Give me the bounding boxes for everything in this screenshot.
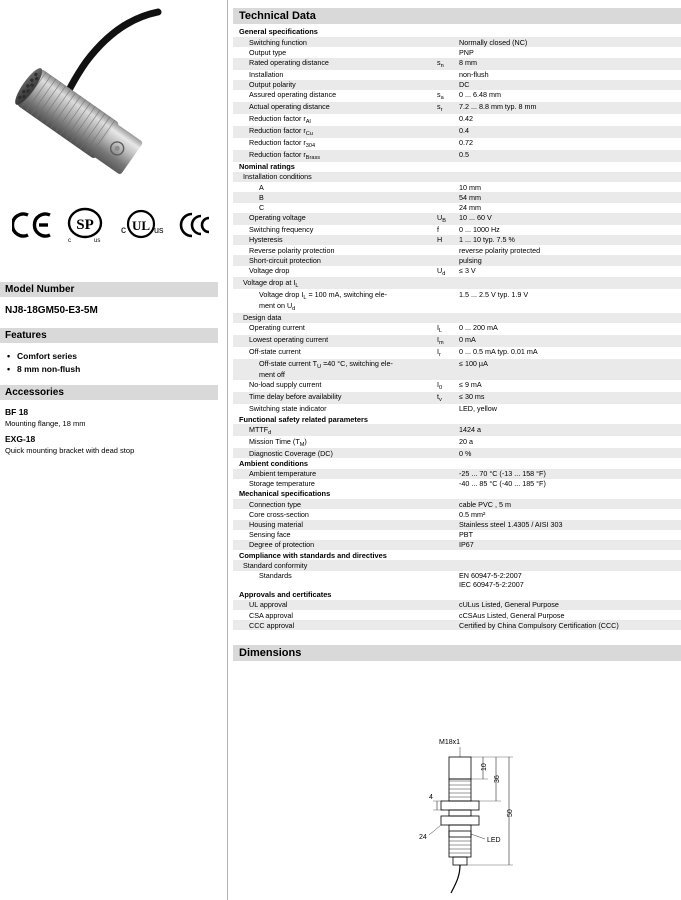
spec-label: Lowest operating current: [249, 335, 329, 345]
spec-row: [233, 289, 681, 312]
spec-value: 54 mm: [459, 192, 481, 202]
spec-symbol: [437, 359, 459, 380]
spec-row: [233, 70, 681, 80]
spec-symbol: [437, 560, 459, 570]
spec-row: [233, 540, 681, 550]
spec-group-label: Compliance with standards and directives: [239, 550, 387, 560]
spec-symbol: [437, 620, 459, 630]
spec-group-label: Functional safety related parameters: [239, 414, 368, 424]
svg-text:us: us: [94, 238, 101, 244]
dim-label-24: 24: [419, 834, 427, 841]
spec-symbol: $I_0$: [437, 380, 443, 392]
spec-symbol: [437, 255, 459, 265]
spec-label: $MTTF_d$: [249, 424, 272, 436]
spec-label: Degree of protection: [249, 540, 315, 550]
spec-row: [233, 47, 681, 57]
svg-text:UL: UL: [131, 218, 151, 233]
spec-value: 10 ... 60 V: [459, 213, 492, 223]
product-photo: [8, 4, 218, 194]
spec-row: [233, 255, 681, 265]
spec-row: [233, 479, 681, 489]
spec-label: Installation: [249, 69, 284, 79]
spec-value: [459, 277, 681, 289]
spec-symbol: [437, 172, 459, 182]
spec-value: 0.5 mm²: [459, 509, 486, 519]
spec-value: 0.42: [459, 114, 473, 124]
spec-row: [233, 203, 681, 213]
spec-value: cULus Listed, General Purpose: [459, 600, 559, 610]
dimensions-heading: Dimensions: [233, 645, 681, 662]
spec-row: [233, 90, 681, 102]
spec-value: 0.72: [459, 138, 473, 148]
spec-symbol: [437, 404, 459, 414]
spec-symbol: [437, 424, 459, 436]
dim-label-50: 50: [507, 809, 514, 817]
spec-row: [233, 448, 681, 458]
spec-symbol: [437, 138, 459, 150]
spec-symbol: [437, 80, 459, 90]
spec-symbol: [437, 571, 459, 590]
spec-row: [233, 620, 681, 630]
spec-label: Assured operating distance: [249, 90, 337, 100]
spec-row: [233, 172, 681, 182]
spec-group-label: General specifications: [239, 27, 318, 37]
dim-label-36: 36: [494, 775, 501, 783]
spec-symbol: [437, 479, 459, 489]
spec-group-row: [233, 550, 681, 560]
svg-text:SP: SP: [76, 217, 94, 233]
spec-value: 8 mm: [459, 57, 477, 67]
svg-text:us: us: [154, 225, 164, 235]
spec-label: CSA approval: [249, 610, 293, 620]
spec-label: Off-state current: [249, 347, 301, 357]
spec-value: ≤ 100 µA: [459, 359, 488, 369]
certification-marks: [8, 205, 218, 247]
spec-value: [459, 313, 681, 323]
spec-label: A: [259, 182, 264, 192]
spec-value: 7.2 ... 8.8 mm typ. 8 mm: [459, 102, 537, 112]
spec-row: [233, 102, 681, 114]
model-number-value: NJ8-18GM50-E3-5M: [5, 305, 98, 316]
spec-symbol: [437, 610, 459, 620]
spec-value: PBT: [459, 530, 473, 540]
spec-row: [233, 509, 681, 519]
spec-row: [233, 380, 681, 392]
spec-label: Off-state current $T_U =40$ °C, switching ele- ment off: [259, 359, 393, 380]
spec-row: [233, 323, 681, 335]
spec-label: Voltage drop at $I_L$: [243, 277, 299, 289]
accessories-heading: Accessories: [0, 385, 218, 400]
spec-group-row: [233, 414, 681, 424]
spec-value: 1 ... 10 typ. 7.5 %: [459, 235, 515, 245]
spec-row: [233, 359, 681, 380]
spec-symbol: [437, 289, 459, 312]
spec-symbol: [437, 448, 459, 458]
spec-group-row: [233, 489, 681, 499]
spec-label: Installation conditions: [243, 172, 312, 182]
spec-value: 0.4: [459, 126, 469, 136]
spec-value: 20 a: [459, 436, 473, 446]
spec-value: non-flush: [459, 69, 489, 79]
spec-label: C: [259, 202, 265, 212]
spec-label: Core cross-section: [249, 509, 309, 519]
spec-symbol: [437, 150, 459, 162]
spec-value: ≤ 9 mA: [459, 380, 482, 390]
spec-row: [233, 213, 681, 225]
spec-value: 0 ... 200 mA: [459, 323, 498, 333]
spec-label: Storage temperature: [249, 479, 315, 489]
spec-group-row: [233, 27, 681, 37]
spec-row: [233, 499, 681, 509]
spec-symbol: [437, 203, 459, 213]
spec-symbol: $I_r$: [437, 347, 441, 359]
spec-symbol: $U_d$: [437, 265, 446, 277]
spec-value: PNP: [459, 47, 474, 57]
spec-row: [233, 610, 681, 620]
spec-symbol: [437, 520, 459, 530]
spec-label: Switching frequency: [249, 225, 314, 235]
left-column: [0, 0, 226, 900]
spec-symbol: [437, 499, 459, 509]
spec-label: Hysteresis: [249, 235, 283, 245]
spec-row: [233, 560, 681, 570]
spec-group-row: [233, 590, 681, 600]
spec-row: [233, 182, 681, 192]
spec-label: Diagnostic Coverage (DC): [249, 448, 333, 458]
spec-symbol: $I_L$: [437, 323, 443, 335]
spec-label: Output polarity: [249, 80, 296, 90]
svg-text:c: c: [68, 238, 71, 244]
ccc-mark-icon: [178, 209, 212, 241]
spec-symbol: [437, 277, 459, 289]
feature-item: • Comfort series: [17, 350, 80, 363]
spec-value: 0 ... 1000 Hz: [459, 225, 500, 235]
spec-value: 0.5: [459, 150, 469, 160]
spec-symbol: [437, 600, 459, 610]
spec-row: [233, 571, 681, 590]
spec-value: cCSAus Listed, General Purpose: [459, 610, 565, 620]
spec-symbol: [437, 114, 459, 126]
spec-row: [233, 225, 681, 235]
dim-thread-label: M18x1: [439, 739, 461, 746]
spec-symbol: [437, 313, 459, 323]
spec-value: ≤ 3 V: [459, 265, 476, 275]
spec-value: ≤ 30 ms: [459, 392, 485, 402]
spec-value: 0 mA: [459, 335, 476, 345]
spec-label: Output type: [249, 47, 287, 57]
spec-label: UL approval: [249, 600, 288, 610]
spec-row: [233, 235, 681, 245]
spec-row: [233, 138, 681, 150]
spec-value: reverse polarity protected: [459, 245, 541, 255]
spec-row: [233, 520, 681, 530]
accessory-name: EXG-18: [5, 434, 36, 444]
right-column: [233, 0, 681, 900]
ce-mark-icon: [12, 211, 54, 239]
spec-row: [233, 347, 681, 359]
csa-mark-icon: [64, 205, 106, 245]
dimension-drawing: [393, 735, 593, 895]
spec-value: Certified by China Compulsory Certification (CCC): [459, 620, 619, 630]
spec-group-label: Ambient conditions: [239, 458, 308, 468]
spec-row: [233, 245, 681, 255]
dim-label-led: LED: [487, 837, 501, 844]
spec-symbol: $U_B$: [437, 213, 446, 225]
spec-label: Reduction factor $r_{Cu}$: [249, 126, 313, 138]
spec-row: [233, 335, 681, 347]
dim-label-10: 10: [481, 763, 488, 771]
features-list: [5, 350, 80, 376]
ul-mark-icon: [118, 207, 164, 243]
spec-row: [233, 424, 681, 436]
spec-row: [233, 436, 681, 448]
spec-value: IP67: [459, 540, 474, 550]
spec-value: 1.5 ... 2.5 V typ. 1.9 V: [459, 289, 529, 299]
spec-value: 10 mm: [459, 182, 481, 192]
spec-row: [233, 80, 681, 90]
spec-symbol: [437, 126, 459, 138]
spec-row: [233, 277, 681, 289]
spec-label: Operating current: [249, 323, 305, 333]
spec-row: [233, 404, 681, 414]
spec-value: cable PVC , 5 m: [459, 499, 511, 509]
spec-row: [233, 392, 681, 404]
spec-label: Design data: [243, 313, 282, 323]
spec-label: CCC approval: [249, 620, 295, 630]
column-divider: [227, 0, 228, 900]
svg-text:c: c: [121, 225, 126, 236]
spec-label: Connection type: [249, 499, 301, 509]
spec-label: Ambient temperature: [249, 469, 317, 479]
spec-symbol: f: [437, 225, 439, 235]
spec-label: Voltage drop: [249, 265, 290, 275]
spec-value: Stainless steel 1.4305 / AISI 303: [459, 520, 563, 529]
spec-symbol: [437, 192, 459, 202]
spec-label: Reduction factor $r_{304}$: [249, 138, 316, 150]
spec-value: pulsing: [459, 255, 482, 265]
spec-label: B: [259, 192, 264, 202]
accessory-name: BF 18: [5, 407, 29, 417]
spec-symbol: $I_m$: [437, 335, 444, 347]
spec-symbol: [437, 70, 459, 80]
spec-label: Standard conformity: [243, 560, 308, 570]
spec-value: LED, yellow: [459, 404, 497, 414]
spec-value: 0 ... 6.48 mm: [459, 90, 501, 100]
spec-symbol: $s_a$: [437, 90, 444, 102]
spec-label: Time delay before availability: [249, 392, 342, 402]
spec-row: [233, 58, 681, 70]
spec-symbol: $s_n$: [437, 57, 444, 69]
spec-label: Reduction factor $r_{Brass}$: [249, 150, 321, 162]
spec-value: Normally closed (NC): [459, 37, 528, 47]
spec-row: [233, 126, 681, 138]
spec-group-row: [233, 162, 681, 172]
spec-label: Operating voltage: [249, 213, 306, 223]
accessories-list: [5, 406, 215, 460]
technical-data-heading: Technical Data: [233, 8, 681, 25]
spec-label: Reverse polarity protection: [249, 245, 335, 255]
spec-value: [459, 172, 681, 182]
spec-symbol: [437, 47, 459, 57]
spec-group-label: Mechanical specifications: [239, 489, 331, 499]
spec-label: Short-circuit protection: [249, 255, 321, 265]
spec-value: 24 mm: [459, 202, 481, 212]
spec-row: [233, 469, 681, 479]
spec-symbol: [437, 540, 459, 550]
spec-value: -40 ... 85 °C (-40 ... 185 °F): [459, 479, 546, 489]
accessory-description: Quick mounting bracket with dead stop: [5, 446, 135, 455]
spec-symbol: [437, 245, 459, 255]
spec-label: Voltage drop $I_L = 100$ mA, switching ele- ment on $U_d$: [259, 289, 387, 313]
spec-group-label: Approvals and certificates: [239, 590, 332, 600]
features-heading: Features: [0, 328, 218, 343]
technical-data-table: [233, 27, 681, 630]
spec-row: [233, 530, 681, 540]
spec-value: 0 %: [459, 448, 472, 458]
spec-value: DC: [459, 80, 470, 90]
model-number-heading: Model Number: [0, 282, 218, 297]
accessory-description: Mounting flange, 18 mm: [5, 419, 86, 428]
spec-value: 0 ... 0.5 mA typ. 0.01 mA: [459, 347, 538, 357]
spec-symbol: $s_r$: [437, 102, 443, 114]
feature-item: • 8 mm non-flush: [17, 363, 80, 376]
spec-row: [233, 600, 681, 610]
spec-value: 1424 a: [459, 424, 481, 434]
spec-label: Actual operating distance: [249, 102, 330, 112]
spec-group-row: [233, 458, 681, 468]
spec-symbol: H: [437, 235, 443, 245]
spec-label: Switching function: [249, 37, 307, 47]
spec-label: No-load supply current: [249, 380, 322, 390]
spec-row: [233, 150, 681, 162]
spec-symbol: $t_v$: [437, 392, 442, 404]
spec-label: Sensing face: [249, 530, 291, 540]
spec-label: Switching state indicator: [249, 404, 327, 414]
spec-row: [233, 313, 681, 323]
spec-value: -25 ... 70 °C (-13 ... 158 °F): [459, 469, 546, 479]
spec-label: Mission Time $(T_M)$: [249, 436, 307, 448]
spec-symbol: [437, 436, 459, 448]
spec-symbol: [437, 530, 459, 540]
spec-row: [233, 37, 681, 47]
spec-symbol: [437, 509, 459, 519]
dim-label-4: 4: [429, 794, 433, 801]
spec-label: Standards: [259, 570, 292, 580]
spec-symbol: [437, 182, 459, 192]
spec-value: EN 60947-5-2:2007 IEC 60947-5-2:2007: [459, 570, 524, 590]
spec-symbol: [437, 469, 459, 479]
spec-label: Housing material: [249, 520, 303, 529]
spec-group-label: Nominal ratings: [239, 162, 295, 172]
spec-label: Rated operating distance: [249, 57, 329, 67]
spec-row: [233, 114, 681, 126]
spec-value: [459, 560, 681, 570]
spec-row: [233, 192, 681, 202]
spec-row: [233, 266, 681, 278]
spec-symbol: [437, 37, 459, 47]
spec-label: Reduction factor $r_{Al}$: [249, 114, 311, 126]
